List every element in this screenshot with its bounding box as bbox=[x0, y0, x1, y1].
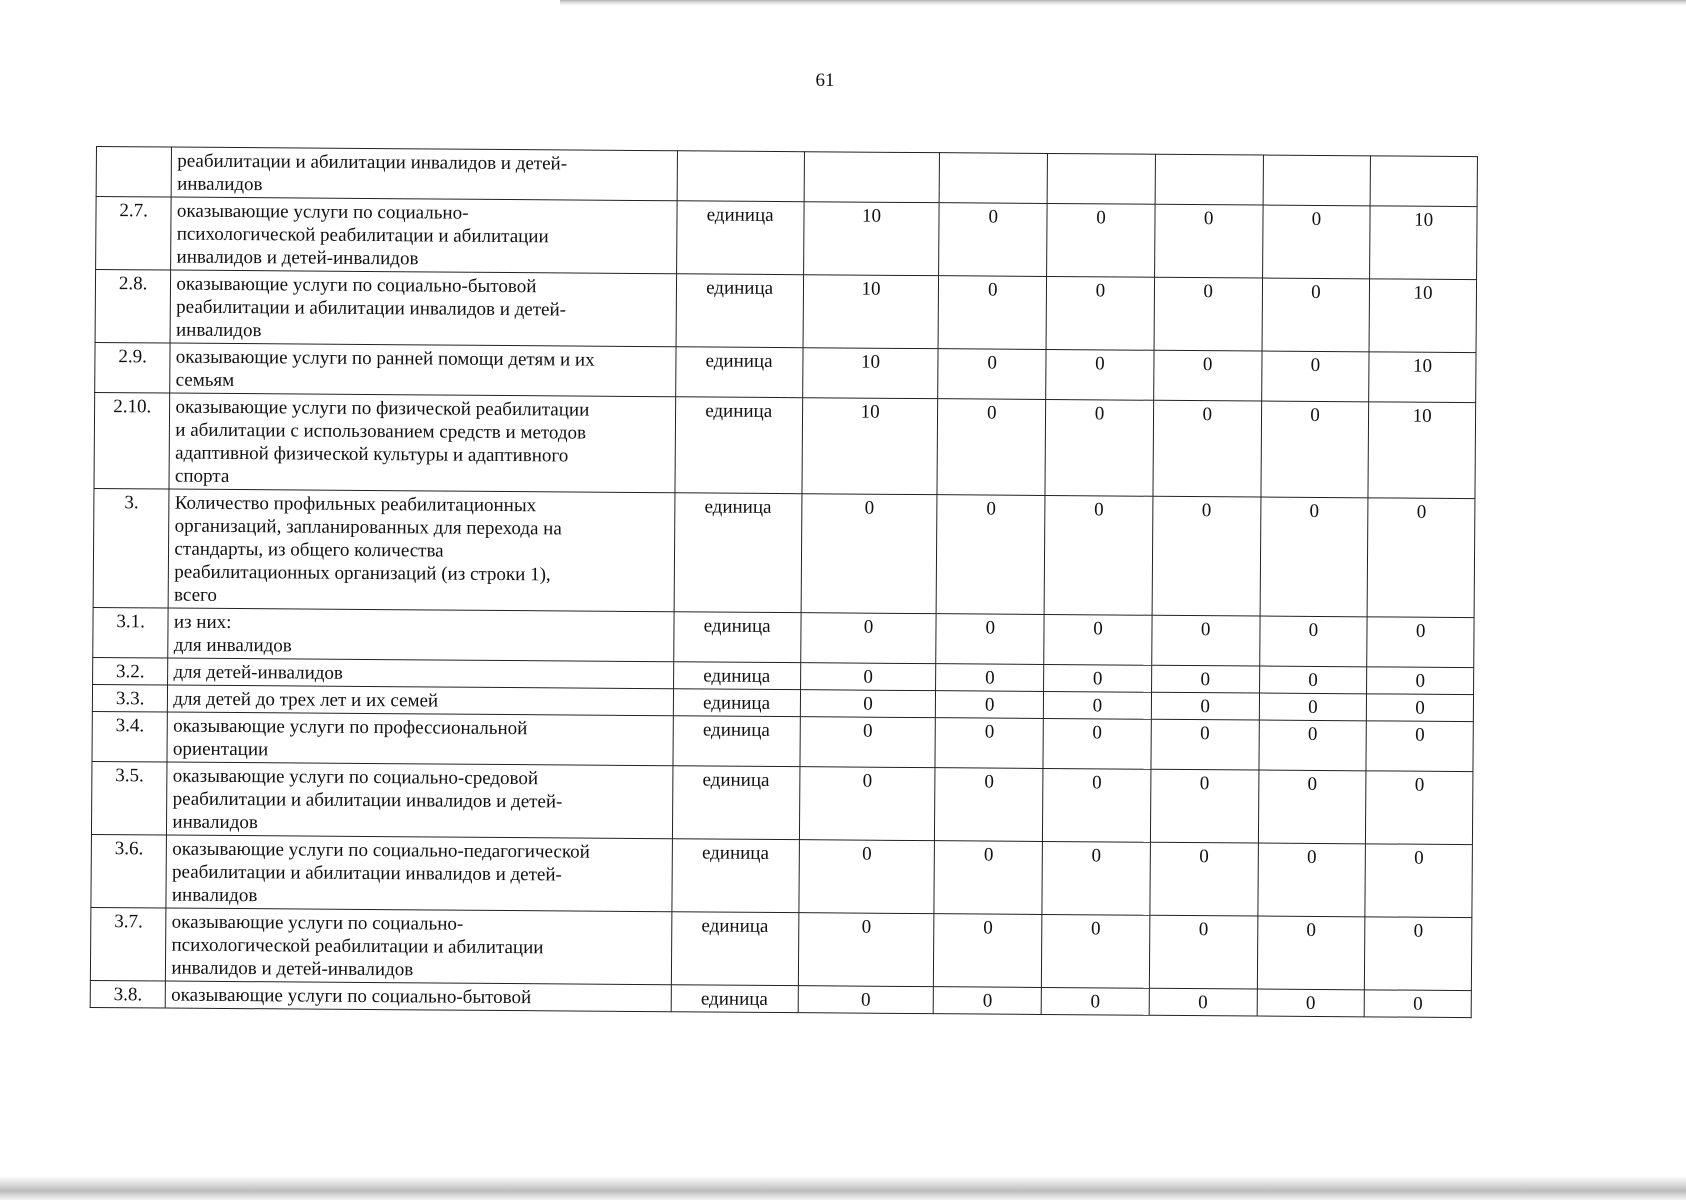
indicator-name-line: реабилитации и абилитации инвалидов и детей- bbox=[171, 861, 562, 886]
indicator-name bbox=[170, 270, 676, 347]
value-cell: 0 bbox=[1045, 399, 1153, 496]
value-cell: 0 bbox=[1042, 841, 1150, 915]
value-cell: 0 bbox=[934, 914, 1042, 988]
value-cell: 0 bbox=[1261, 351, 1369, 402]
value-cell: 0 bbox=[1257, 989, 1365, 1017]
unit-cell bbox=[677, 151, 804, 202]
table-row bbox=[91, 834, 1472, 917]
value-cell: 0 bbox=[798, 913, 934, 987]
indicator-name bbox=[168, 658, 673, 689]
indicator-name-line: спорта bbox=[174, 465, 230, 487]
table-row bbox=[94, 392, 1476, 498]
indicator-name-line: для инвалидов bbox=[173, 634, 292, 657]
value-cell: 0 bbox=[1259, 616, 1367, 667]
indicator-name bbox=[170, 343, 676, 397]
value-cell: 0 bbox=[1046, 349, 1154, 400]
value-cell: 0 bbox=[1367, 617, 1474, 668]
value-cell: 10 bbox=[802, 398, 938, 495]
row-number: 2.10. bbox=[94, 392, 170, 489]
value-cell: 0 bbox=[800, 613, 936, 664]
value-cell: 0 bbox=[1154, 277, 1262, 351]
unit-cell: единица bbox=[671, 839, 799, 913]
row-number: 3.4. bbox=[92, 711, 168, 762]
value-cell: 0 bbox=[936, 691, 1044, 719]
unit-cell: единица bbox=[671, 985, 798, 1013]
row-number: 3.7. bbox=[90, 907, 166, 981]
value-cell: 10 bbox=[803, 275, 939, 349]
value-cell: 0 bbox=[1151, 719, 1259, 770]
value-cell: 0 bbox=[1154, 350, 1262, 401]
row-number: 2.8. bbox=[95, 270, 171, 344]
unit-cell: единица bbox=[674, 493, 802, 613]
value-cell: 0 bbox=[799, 840, 935, 914]
indicator-name-line: инвалидов и детей-инвалидов bbox=[176, 246, 419, 270]
value-cell: 10 bbox=[1368, 402, 1475, 499]
value-cell: 0 bbox=[1151, 665, 1259, 693]
value-cell: 0 bbox=[936, 614, 1044, 665]
table-row bbox=[96, 197, 1477, 280]
indicator-name bbox=[167, 762, 673, 839]
scan-edge-bottom bbox=[0, 1176, 1686, 1200]
value-cell: 0 bbox=[1367, 694, 1474, 722]
indicator-name-line: оказывающие услуги по социально- bbox=[171, 911, 464, 935]
value-cell: 0 bbox=[938, 349, 1046, 400]
value-cell: 0 bbox=[1153, 400, 1261, 497]
value-cell: 0 bbox=[1043, 718, 1151, 769]
table-row bbox=[90, 907, 1471, 990]
row-number: 3. bbox=[93, 488, 169, 608]
indicator-name-line: инвалидов bbox=[175, 319, 262, 342]
value-cell: 0 bbox=[1257, 916, 1365, 990]
indicator-name-line: оказывающие услуги по социально-бытовой bbox=[171, 984, 532, 1009]
indicator-name-line: оказывающие услуги по социально-средовой bbox=[172, 765, 539, 790]
value-cell: 10 bbox=[802, 348, 938, 399]
indicator-name-line: инвалидов и детей-инвалидов bbox=[171, 957, 414, 981]
indicator-name-line: психологической реабилитации и абилитации bbox=[171, 934, 544, 959]
indicator-name bbox=[169, 393, 675, 493]
value-cell: 0 bbox=[1258, 770, 1366, 844]
value-cell bbox=[804, 152, 940, 203]
indicator-name bbox=[166, 908, 672, 985]
value-cell: 0 bbox=[1044, 664, 1152, 692]
indicator-name-line: оказывающие услуги по социально-бытовой bbox=[176, 273, 537, 298]
value-cell: 0 bbox=[801, 494, 938, 614]
value-cell: 0 bbox=[1367, 667, 1474, 695]
indicator-name bbox=[168, 608, 674, 662]
value-cell: 0 bbox=[1046, 276, 1154, 350]
table-body bbox=[90, 147, 1477, 1018]
indicator-name-line: реабилитации и абилитации инвалидов и детей- bbox=[172, 788, 563, 813]
indicator-name-line: инвалидов bbox=[171, 884, 258, 907]
unit-cell: единица bbox=[676, 201, 804, 275]
value-cell: 0 bbox=[798, 986, 934, 1014]
value-cell: 0 bbox=[1259, 666, 1367, 694]
indicator-name-line: всего bbox=[174, 584, 217, 606]
scan-edge-top bbox=[560, 0, 1686, 6]
indicator-name-line: для детей-инвалидов bbox=[173, 661, 344, 684]
value-cell: 10 bbox=[1370, 206, 1477, 280]
value-cell: 0 bbox=[939, 203, 1047, 277]
value-cell: 0 bbox=[799, 767, 935, 841]
value-cell: 0 bbox=[1149, 988, 1257, 1016]
row-number: 2.9. bbox=[95, 342, 171, 393]
value-cell: 0 bbox=[934, 987, 1042, 1015]
row-number: 2.7. bbox=[96, 197, 172, 271]
indicator-name bbox=[169, 489, 675, 612]
indicator-name-line: ориентации bbox=[172, 738, 269, 761]
value-cell: 0 bbox=[1152, 496, 1261, 616]
indicator-name-line: реабилитационных организаций (из строки 1), bbox=[174, 561, 551, 586]
value-cell: 0 bbox=[1365, 917, 1472, 991]
value-cell: 0 bbox=[1365, 844, 1472, 918]
value-cell: 10 bbox=[1369, 279, 1476, 353]
table-row bbox=[93, 488, 1475, 617]
indicator-name-line: оказывающие услуги по ранней помощи детям и их bbox=[175, 346, 595, 371]
row-number: 3.5. bbox=[91, 761, 167, 835]
indicator-name-line: реабилитации и абилитации инвалидов и детей- bbox=[176, 296, 567, 321]
indicator-name-line: оказывающие услуги по физической реабилитации bbox=[175, 396, 590, 421]
value-cell: 0 bbox=[937, 399, 1045, 496]
unit-cell: единица bbox=[671, 912, 799, 986]
value-cell bbox=[1370, 156, 1477, 207]
unit-cell: единица bbox=[676, 274, 804, 348]
indicator-name-line: инвалидов bbox=[172, 811, 258, 834]
indicator-name-line: оказывающие услуги по социально- bbox=[176, 200, 469, 224]
value-cell: 0 bbox=[1041, 987, 1149, 1015]
unit-cell: единица bbox=[673, 716, 800, 767]
value-cell: 0 bbox=[936, 664, 1044, 692]
value-cell: 0 bbox=[800, 663, 936, 691]
value-cell: 0 bbox=[935, 768, 1043, 842]
indicator-name-line: и абилитации с использованием средств и методов bbox=[175, 419, 587, 444]
indicator-name bbox=[166, 835, 672, 912]
value-cell bbox=[1047, 153, 1155, 204]
value-cell: 0 bbox=[1262, 278, 1370, 352]
value-cell: 0 bbox=[1041, 914, 1149, 988]
value-cell: 0 bbox=[1044, 495, 1153, 615]
value-cell: 0 bbox=[937, 495, 1046, 615]
value-cell: 0 bbox=[1366, 721, 1473, 772]
indicator-name-line: из них: bbox=[173, 611, 232, 634]
row-number: 3.3. bbox=[92, 684, 168, 712]
row-number: 3.8. bbox=[90, 980, 166, 1008]
indicator-name-line: реабилитации и абилитации инвалидов и детей- bbox=[177, 150, 568, 175]
unit-cell: единица bbox=[675, 347, 802, 398]
value-cell: 0 bbox=[1367, 498, 1475, 618]
value-cell: 0 bbox=[1257, 843, 1365, 917]
indicator-name-line: оказывающие услуги по социально-педагогической bbox=[172, 838, 590, 863]
indicator-name-line: организаций, запланированных для перехода на bbox=[174, 515, 562, 540]
row-number: 3.6. bbox=[91, 834, 167, 908]
indicator-name-line: инвалидов bbox=[177, 173, 263, 196]
value-cell: 0 bbox=[1260, 497, 1369, 617]
indicator-name-line: семьям bbox=[175, 369, 235, 392]
indicator-name bbox=[171, 197, 677, 274]
indicator-name-line: для детей до трех лет и их семей bbox=[173, 688, 439, 712]
value-cell: 0 bbox=[1044, 614, 1152, 665]
value-cell: 0 bbox=[1366, 771, 1473, 845]
value-cell: 0 bbox=[1151, 692, 1259, 720]
indicator-name bbox=[167, 712, 673, 766]
value-cell: 0 bbox=[1043, 691, 1151, 719]
table-row bbox=[91, 761, 1472, 844]
indicator-name bbox=[168, 685, 673, 716]
value-cell: 0 bbox=[1259, 693, 1367, 721]
value-cell: 0 bbox=[800, 717, 936, 768]
indicator-name bbox=[172, 147, 678, 201]
indicator-name bbox=[166, 981, 671, 1012]
indicator-name-line: психологической реабилитации и абилитации bbox=[176, 223, 549, 248]
page-number: 61 bbox=[815, 70, 835, 91]
value-cell: 0 bbox=[1261, 401, 1369, 498]
unit-cell: единица bbox=[673, 662, 800, 690]
value-cell: 0 bbox=[935, 718, 1043, 769]
unit-cell: единица bbox=[673, 689, 800, 717]
row-number bbox=[96, 147, 172, 198]
value-cell: 10 bbox=[1369, 352, 1476, 403]
unit-cell: единица bbox=[672, 766, 800, 840]
value-cell: 0 bbox=[1047, 203, 1155, 277]
indicator-name-line: стандарты, из общего количества bbox=[174, 538, 444, 562]
value-cell bbox=[940, 153, 1048, 204]
data-table bbox=[90, 146, 1478, 1018]
indicator-name-line: оказывающие услуги по профессиональной bbox=[173, 715, 528, 740]
value-cell: 0 bbox=[1150, 842, 1258, 916]
indicator-name-line: Количество профильных реабилитационных bbox=[174, 492, 537, 517]
indicator-name-line: адаптивной физической культуры и адаптивного bbox=[175, 442, 569, 467]
value-cell: 0 bbox=[938, 276, 1046, 350]
row-number: 3.1. bbox=[93, 607, 169, 658]
value-cell bbox=[1155, 154, 1263, 205]
value-cell: 0 bbox=[934, 841, 1042, 915]
value-cell: 0 bbox=[1364, 990, 1471, 1018]
unit-cell: единица bbox=[675, 397, 803, 494]
value-cell: 10 bbox=[803, 202, 939, 276]
value-cell: 0 bbox=[1150, 769, 1258, 843]
value-cell: 0 bbox=[1149, 915, 1257, 989]
unit-cell: единица bbox=[673, 612, 800, 663]
value-cell: 0 bbox=[1259, 720, 1367, 771]
value-cell bbox=[1263, 155, 1371, 206]
table-row bbox=[95, 270, 1476, 353]
value-cell: 0 bbox=[1152, 615, 1260, 666]
value-cell: 0 bbox=[800, 690, 936, 718]
value-cell: 0 bbox=[1043, 768, 1151, 842]
value-cell: 0 bbox=[1262, 205, 1370, 279]
value-cell: 0 bbox=[1154, 204, 1262, 278]
row-number: 3.2. bbox=[93, 657, 169, 685]
